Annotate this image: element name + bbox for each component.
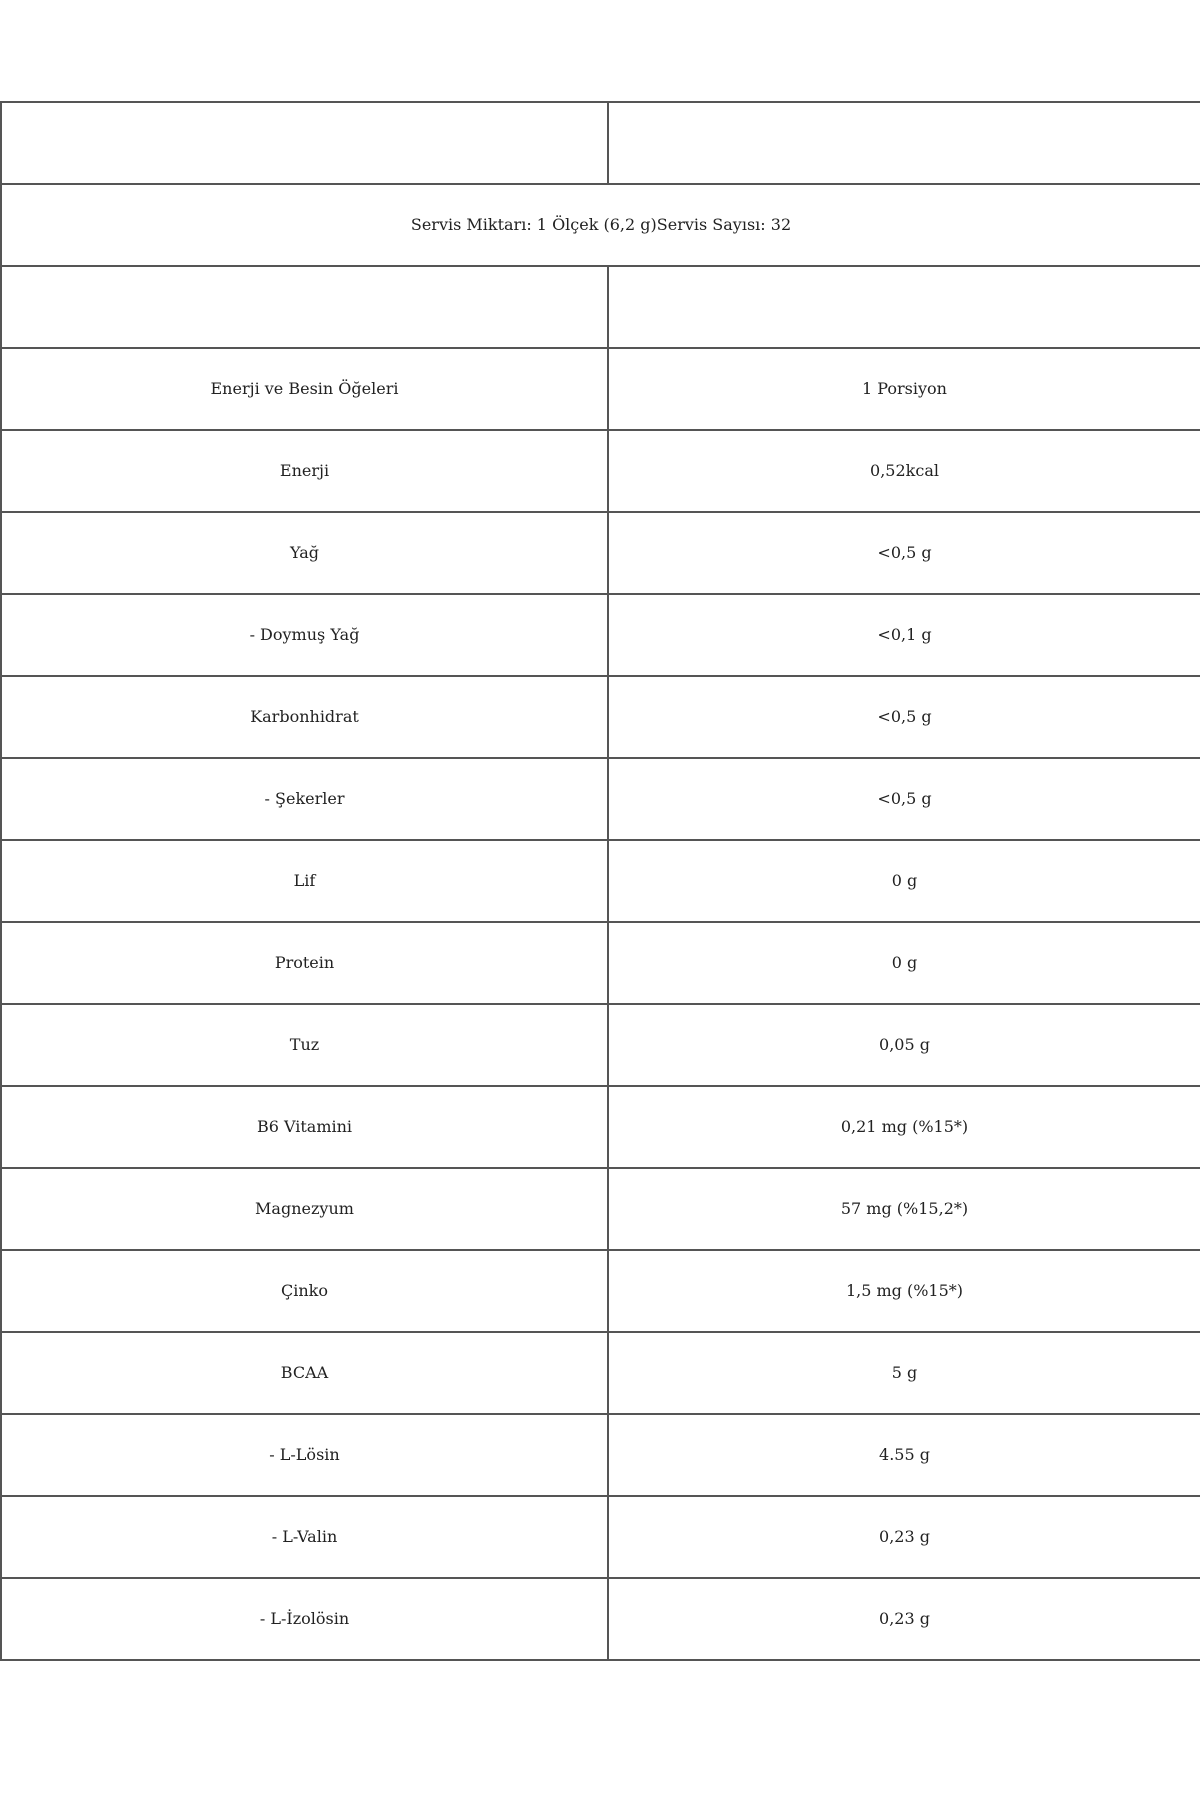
nutrient-name: - Şekerler (264, 789, 345, 809)
table-row (1, 512, 1200, 594)
nutrient-name-cell (1, 1332, 608, 1414)
table-row (1, 1414, 1200, 1496)
nutrient-value: 0,23 g (879, 1609, 930, 1629)
nutrient-value-cell (608, 430, 1200, 512)
nutrient-value-cell (608, 512, 1200, 594)
nutrient-value: 4.55 g (879, 1445, 930, 1465)
nutrient-value: 0,23 g (879, 1527, 930, 1547)
nutrient-name-cell (1, 430, 608, 512)
nutrient-value-cell (608, 1578, 1200, 1660)
nutrient-value: 0,21 mg (%15*) (840, 1117, 969, 1137)
table-row (1, 1578, 1200, 1660)
empty-row-top (1, 102, 1200, 184)
nutrient-name: Tuz (289, 1035, 320, 1055)
nutrition-table-body (1, 102, 1200, 1660)
nutrient-value: 57 mg (%15,2*) (840, 1199, 969, 1219)
nutrient-value-cell (608, 1004, 1200, 1086)
table-row (1, 1250, 1200, 1332)
nutrient-name-cell (1, 1414, 608, 1496)
nutrient-value: 0 g (891, 871, 918, 891)
nutrient-name-cell (1, 1004, 608, 1086)
portion-header-cell (608, 348, 1200, 430)
header-row (1, 348, 1200, 430)
nutrient-name-cell (1, 1496, 608, 1578)
nutrient-name-cell (1, 512, 608, 594)
serving-info-row (1, 184, 1200, 266)
nutrient-name-cell (1, 1086, 608, 1168)
table-row (1, 1004, 1200, 1086)
nutrient-value: <0,1 g (877, 625, 932, 645)
nutrient-name: Protein (274, 953, 335, 973)
nutrient-name-cell (1, 594, 608, 676)
nutrient-name-cell (1, 758, 608, 840)
nutrient-name: - L-İzolösin (259, 1609, 350, 1629)
empty-row-spacer (1, 266, 1200, 348)
table-row (1, 1496, 1200, 1578)
table-row (1, 922, 1200, 1004)
empty-cell (1, 266, 608, 348)
table-row (1, 1332, 1200, 1414)
nutrient-name: Yağ (289, 543, 320, 563)
nutrient-name: Enerji (279, 461, 330, 481)
nutrient-value: <0,5 g (877, 707, 932, 727)
serving-info-cell (1, 184, 1200, 266)
nutrient-name: - L-Valin (271, 1527, 338, 1547)
nutrient-name: - L-Lösin (269, 1445, 340, 1465)
nutrient-value-cell (608, 1332, 1200, 1414)
nutrient-value: 0 g (891, 953, 918, 973)
nutrient-value-cell (608, 594, 1200, 676)
table-row (1, 758, 1200, 840)
nutrient-name-cell (1, 1250, 608, 1332)
nutrient-name: B6 Vitamini (256, 1117, 353, 1137)
nutrient-name-cell (1, 676, 608, 758)
nutrient-value-cell (608, 1250, 1200, 1332)
nutrition-facts-table (0, 101, 1200, 1661)
nutrient-header-label: Enerji ve Besin Öğeleri (210, 379, 399, 399)
nutrient-value-cell (608, 1086, 1200, 1168)
nutrient-name: Lif (293, 871, 316, 891)
nutrient-value-cell (608, 676, 1200, 758)
nutrient-value-cell (608, 1168, 1200, 1250)
nutrient-value: 1,5 mg (%15*) (845, 1281, 964, 1301)
nutrient-value-cell (608, 840, 1200, 922)
nutrient-name-cell (1, 840, 608, 922)
table-row (1, 1086, 1200, 1168)
portion-header-label: 1 Porsiyon (862, 379, 947, 399)
table-row (1, 676, 1200, 758)
nutrient-value: <0,5 g (877, 543, 932, 563)
nutrient-name-cell (1, 1168, 608, 1250)
nutrient-name: Karbonhidrat (250, 707, 359, 727)
nutrient-name: Çinko (281, 1281, 328, 1301)
empty-cell (608, 102, 1200, 184)
nutrient-value: 5 g (891, 1363, 918, 1383)
nutrient-value: 0,05 g (879, 1035, 930, 1055)
nutrient-value-cell (608, 1414, 1200, 1496)
serving-info-text: Servis Miktarı: 1 Ölçek (6,2 g)Servis Sayısı: 32 (410, 215, 792, 235)
nutrient-value: 0,52kcal (870, 461, 939, 481)
nutrient-name-cell (1, 922, 608, 1004)
nutrient-value-cell (608, 758, 1200, 840)
table-row (1, 1168, 1200, 1250)
nutrient-header-cell (1, 348, 608, 430)
nutrient-value-cell (608, 1496, 1200, 1578)
nutrient-name: Magnezyum (255, 1199, 354, 1219)
nutrient-value: <0,5 g (877, 789, 932, 809)
table-row (1, 430, 1200, 512)
nutrient-name: BCAA (280, 1363, 329, 1383)
empty-cell (608, 266, 1200, 348)
nutrient-value-cell (608, 922, 1200, 1004)
nutrient-name-cell (1, 1578, 608, 1660)
table-row (1, 594, 1200, 676)
nutrient-name: - Doymuş Yağ (249, 625, 360, 645)
table-row (1, 840, 1200, 922)
empty-cell (1, 102, 608, 184)
